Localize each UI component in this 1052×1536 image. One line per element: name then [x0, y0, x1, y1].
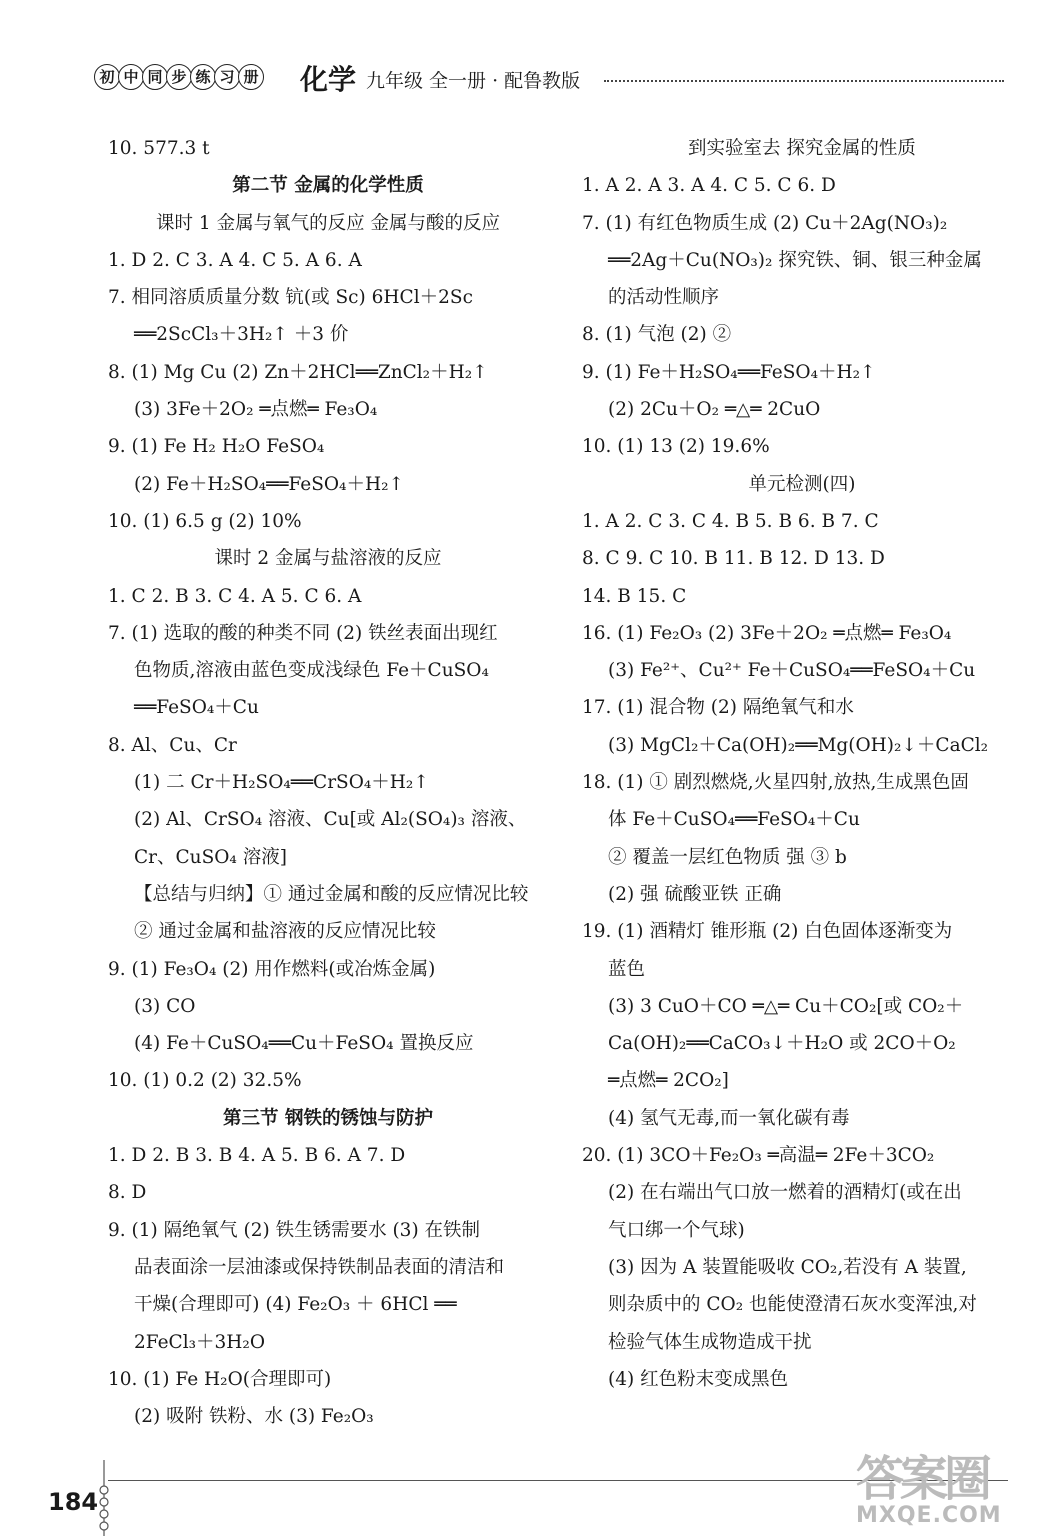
- answer-line: ══2Ag＋Cu(NO₃)₂ 探究铁、铜、银三种金属: [608, 249, 982, 271]
- answer-line: 检验气体生成物造成干扰: [608, 1331, 812, 1353]
- answer-line: 8. Al、Cu、Cr: [108, 734, 237, 756]
- answer-line: 第三节 钢铁的锈蚀与防护: [223, 1107, 433, 1129]
- answer-line: 17. (1) 混合物 (2) 隔绝氧气和水: [582, 697, 854, 719]
- series-char: 练: [190, 64, 216, 90]
- answer-line: 1. D 2. B 3. B 4. A 5. B 6. A 7. D: [108, 1145, 406, 1167]
- answer-line: 8. (1) Mg Cu (2) Zn＋2HCl══ZnCl₂＋H₂↑: [108, 361, 488, 383]
- right-column: [582, 130, 1022, 1398]
- answer-line: (2) 强 硫酸亚铁 正确: [608, 883, 782, 905]
- answer-line: 干燥(合理即可) (4) Fe₂O₃ ＋ 6HCl ══: [134, 1294, 457, 1316]
- answer-line: 体 Fe＋CuSO₄══FeSO₄＋Cu: [608, 809, 860, 831]
- answer-line: 18. (1) ① 剧烈燃烧,火星四射,放热,生成黑色固: [582, 772, 969, 794]
- answer-line: ══FeSO₄＋Cu: [134, 697, 259, 719]
- watermark-logo: [856, 1440, 1026, 1530]
- answer-line: 蓝色: [608, 958, 646, 980]
- answer-line: 8. D: [108, 1182, 147, 1204]
- answer-line: (2) Al、CrSO₄ 溶液、Cu[或 Al₂(SO₄)₃ 溶液、: [134, 809, 527, 831]
- answer-line: (3) 3 CuO＋CO ═△═ Cu＋CO₂[或 CO₂＋: [608, 995, 964, 1017]
- answer-line: 19. (1) 酒精灯 锥形瓶 (2) 白色固体逐渐变为: [582, 921, 953, 943]
- answer-line: 9. (1) Fe＋H₂SO₄══FeSO₄＋H₂↑: [582, 361, 876, 383]
- answer-line: ② 通过金属和盐溶液的反应情况比较: [134, 921, 436, 943]
- answer-line: 7. 相同溶质质量分数 钪(或 Sc) 6HCl＋2Sc: [108, 287, 473, 309]
- answer-line: (4) 红色粉末变成黑色: [608, 1368, 789, 1390]
- answer-line: (2) Fe＋H₂SO₄══FeSO₄＋H₂↑: [134, 473, 405, 495]
- answer-line: Ca(OH)₂══CaCO₃↓＋H₂O 或 2CO＋O₂: [608, 1033, 956, 1055]
- header-dotted-rule: [604, 80, 1004, 82]
- answer-line: (3) 因为 A 装置能吸收 CO₂,若没有 A 装置,: [608, 1256, 967, 1278]
- answer-line: 1. D 2. C 3. A 4. C 5. A 6. A: [108, 249, 362, 271]
- answer-line: 14. B 15. C: [582, 585, 687, 607]
- series-char: 初: [94, 64, 120, 90]
- answer-line: 则杂质中的 CO₂ 也能使澄清石灰水变浑浊,对: [608, 1294, 977, 1316]
- series-char: 步: [166, 64, 192, 90]
- series-char: 中: [118, 64, 144, 90]
- answer-line: 10. (1) 0.2 (2) 32.5%: [108, 1070, 302, 1092]
- answer-line: 9. (1) 隔绝氧气 (2) 铁生锈需要水 (3) 在铁制: [108, 1219, 481, 1241]
- series-char: 同: [142, 64, 168, 90]
- series-char: 册: [238, 64, 264, 90]
- answer-line: 的活动性顺序: [608, 287, 720, 309]
- series-title: [94, 64, 262, 90]
- answer-line: 1. A 2. A 3. A 4. C 5. C 6. D: [582, 175, 836, 197]
- answer-line: 9. (1) Fe₃O₄ (2) 用作燃料(或冶炼金属): [108, 958, 436, 980]
- answer-line: (2) 2Cu＋O₂ ═△═ 2CuO: [608, 399, 821, 421]
- answer-line: (3) MgCl₂＋Ca(OH)₂══Mg(OH)₂↓＋CaCl₂: [608, 734, 989, 756]
- answer-line: 【总结与归纳】① 通过金属和酸的反应情况比较: [134, 883, 529, 905]
- answer-line: 7. (1) 选取的酸的种类不同 (2) 铁丝表面出现红: [108, 622, 498, 644]
- answer-line: 9. (1) Fe H₂ H₂O FeSO₄: [108, 436, 325, 458]
- answer-line: 课时 2 金属与盐溶液的反应: [214, 548, 442, 570]
- answer-line: 课时 1 金属与氧气的反应 金属与酸的反应: [156, 212, 500, 234]
- watermark-text: 答案圈: [856, 1451, 989, 1507]
- answer-line: 10. (1) 6.5 g (2) 10%: [108, 510, 302, 532]
- answer-line: 气口绑一个气球): [608, 1219, 745, 1241]
- answer-line: 到实验室去 探究金属的性质: [688, 138, 916, 159]
- answer-line: 8. C 9. C 10. B 11. B 12. D 13. D: [582, 548, 885, 570]
- answer-line: (4) Fe＋CuSO₄══Cu＋FeSO₄ 置换反应: [134, 1033, 474, 1055]
- subject-title: 化学: [300, 63, 357, 96]
- footer-decoration: [96, 1460, 112, 1536]
- answer-line: ② 覆盖一层红色物质 强 ③ b: [608, 846, 847, 868]
- answer-line: ══2ScCl₃＋3H₂↑ ＋3 价: [134, 324, 349, 346]
- series-char: 习: [214, 64, 240, 90]
- page-number: 184: [48, 1488, 99, 1516]
- answer-line: Cr、CuSO₄ 溶液]: [134, 846, 287, 868]
- answer-line: (2) 在右端出气口放一燃着的酒精灯(或在出: [608, 1182, 962, 1204]
- answer-line: 第二节 金属的化学性质: [232, 175, 424, 197]
- answer-line: 10. 577.3 t: [108, 138, 210, 159]
- answer-line: 20. (1) 3CO＋Fe₂O₃ ═高温═ 2Fe＋3CO₂: [582, 1145, 935, 1167]
- answer-line: 16. (1) Fe₂O₃ (2) 3Fe＋2O₂ ═点燃═ Fe₃O₄: [582, 622, 952, 644]
- answer-line: (3) CO: [134, 995, 196, 1017]
- answer-line: 1. A 2. C 3. C 4. B 5. B 6. B 7. C: [582, 510, 879, 532]
- answer-line: 10. (1) 13 (2) 19.6%: [582, 436, 770, 458]
- answer-line: 色物质,溶液由蓝色变成浅绿色 Fe＋CuSO₄: [134, 660, 489, 682]
- answer-line: (2) 吸附 铁粉、水 (3) Fe₂O₃: [134, 1406, 374, 1428]
- watermark-url: MXQE.COM: [856, 1503, 1002, 1528]
- page-header: [94, 62, 1004, 96]
- answer-line: 1. C 2. B 3. C 4. A 5. C 6. A: [108, 585, 362, 607]
- answer-line: (1) 二 Cr＋H₂SO₄══CrSO₄＋H₂↑: [134, 772, 429, 794]
- answer-line: 8. (1) 气泡 (2) ②: [582, 324, 732, 346]
- answer-line: 2FeCl₃＋3H₂O: [134, 1331, 266, 1353]
- left-column: [108, 130, 548, 1435]
- grade-edition: 九年级 全一册 · 配鲁教版: [366, 70, 581, 92]
- answer-line: 单元检测(四): [748, 473, 856, 495]
- answer-line: ═点燃═ 2CO₂]: [608, 1070, 729, 1092]
- answer-line: (3) 3Fe＋2O₂ ═点燃═ Fe₃O₄: [134, 399, 378, 421]
- answer-line: 7. (1) 有红色物质生成 (2) Cu＋2Ag(NO₃)₂: [582, 212, 948, 234]
- answer-line: (4) 氢气无毒,而一氧化碳有毒: [608, 1107, 850, 1129]
- answer-line: (3) Fe²⁺、Cu²⁺ Fe＋CuSO₄══FeSO₄＋Cu: [608, 660, 976, 682]
- answer-line: 品表面涂一层油漆或保持铁制品表面的清洁和: [134, 1256, 505, 1278]
- answer-line: 10. (1) Fe H₂O(合理即可): [108, 1368, 332, 1390]
